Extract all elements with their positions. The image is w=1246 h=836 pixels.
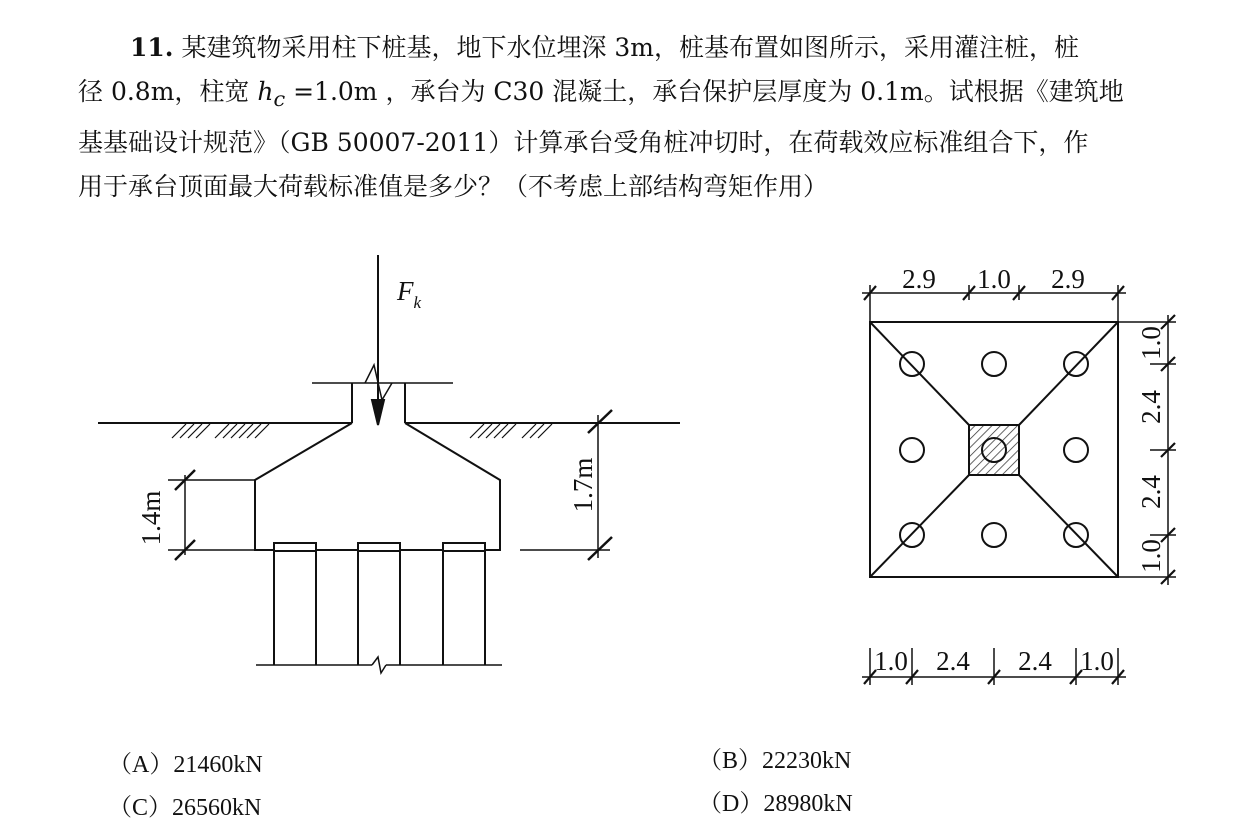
dim-label-1-4m: 1.4m (136, 490, 166, 546)
piles (274, 543, 485, 665)
plan-top-dim-2: 1.0 (977, 264, 1011, 294)
question-number: 11. (130, 33, 174, 62)
question-line-2: 径 0.8m，柱宽 $h_c =1.0m$ ，承台为 C30 混凝土，承台保护层厚度为 0.1m。试根据《建筑地 (78, 77, 1124, 111)
option-c[interactable]: （C）26560kN (108, 795, 262, 821)
question-line-1: 11. 某建筑物采用柱下桩基，地下水位埋深 3m，桩基布置如图所示，采用灌注桩，桩 (130, 33, 1080, 62)
force-label: $F_k$ (397, 276, 422, 312)
plan-right-dim-3: 2.4 (1136, 475, 1166, 509)
plan-bottom-dim-1: 1.0 (874, 646, 908, 676)
pile-cap-outline (255, 423, 500, 550)
soil-hatch-left (172, 424, 269, 438)
soil-hatch-right (470, 424, 552, 438)
plan-view (862, 285, 1176, 685)
option-a[interactable]: （A）21460kN (108, 752, 263, 778)
plan-bottom-dim-2: 2.4 (936, 646, 970, 676)
question-line-3: 基基础设计规范》（GB 50007-2011）计算承台受角桩冲切时，在荷载效应标准组合下，作 (78, 128, 1089, 157)
plan-right-dim-2: 2.4 (1136, 390, 1166, 424)
plan-bottom-dim-4: 1.0 (1080, 646, 1114, 676)
force-arrow-head (372, 400, 384, 425)
question-line-4: 用于承台顶面最大荷载标准值是多少？（不考虑上部结构弯矩作用） (78, 172, 829, 201)
pile-break-symbol (372, 657, 386, 673)
plan-column (969, 425, 1019, 475)
dim-label-1-7m: 1.7m (568, 457, 598, 513)
dim-left-lines (168, 470, 255, 560)
plan-top-dim-3: 2.9 (1051, 264, 1085, 294)
plan-top-dim-1: 2.9 (902, 264, 936, 294)
plan-right-dim-4: 1.0 (1136, 539, 1166, 573)
option-d[interactable]: （D）28980kN (698, 791, 853, 817)
plan-right-dim-1: 1.0 (1136, 326, 1166, 360)
option-b[interactable]: （B）22230kN (698, 748, 852, 774)
plan-bottom-dim-3: 2.4 (1018, 646, 1052, 676)
